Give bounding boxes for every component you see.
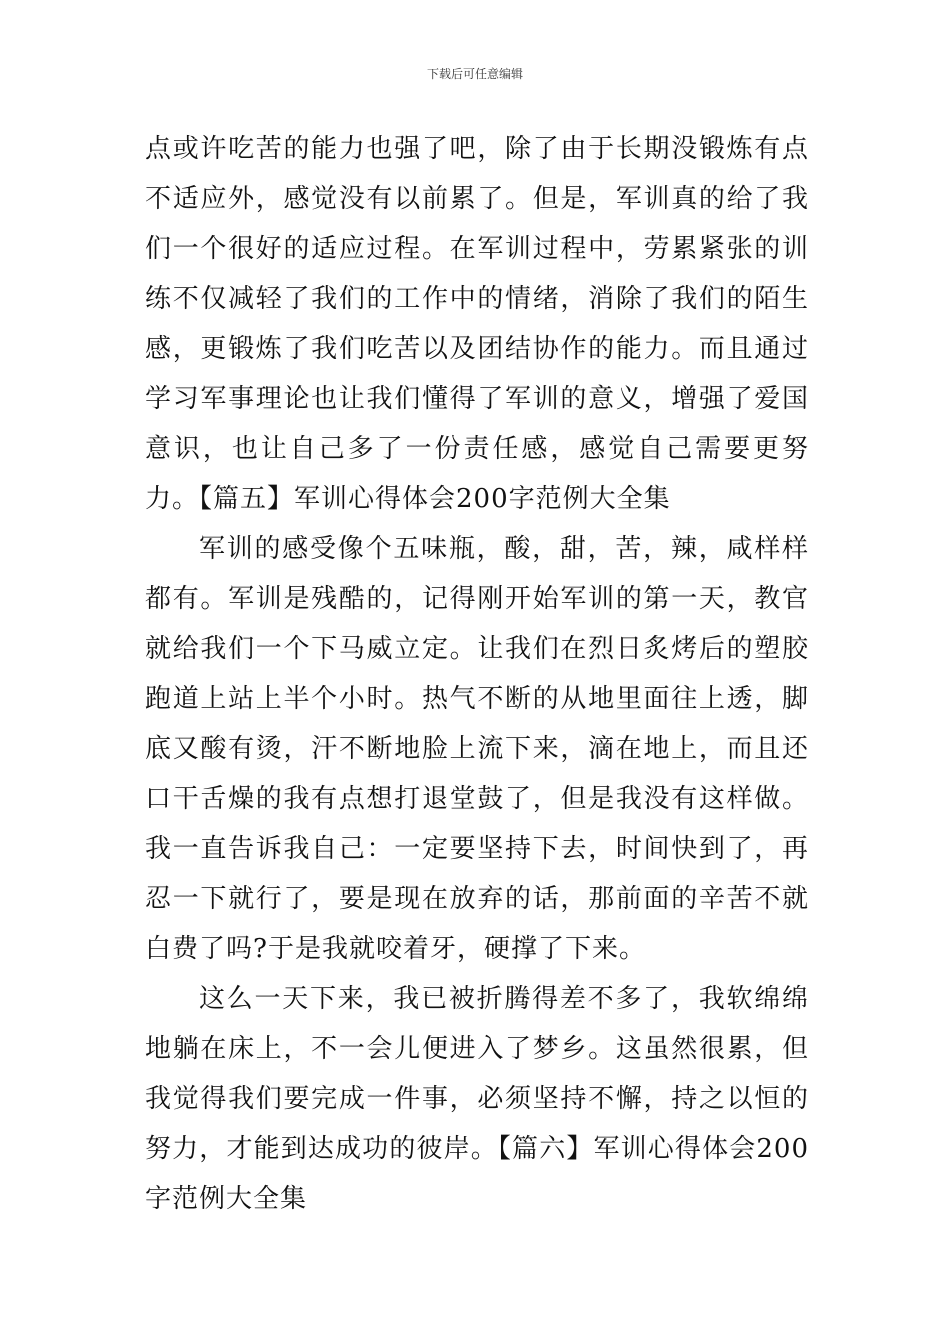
paragraph-3: 这么一天下来，我已被折腾得差不多了，我软绵绵地躺在床上，不一会儿便进入了梦乡。这虽然很累，但我觉得我们要完成一件事，必须坚持不懈，持之以恒的努力，才能到达成功的彼岸。【篇六】军训心得体会200字范例大全集 (145, 984, 809, 1214)
body-text (145, 124, 809, 1224)
paragraph-2: 军训的感受像个五味瓶，酸，甜，苦，辣，咸样样都有。军训是残酷的，记得刚开始军训的第一天，教官就给我们一个下马威立定。让我们在烈日炙烤后的塑胶跑道上站上半个小时。热气不断的从地里面往上透，脚底又酸有烫，汗不断地脸上流下来，滴在地上，而且还口干舌燥的我有点想打退堂鼓了，但是我没有这样做。我一直告诉我自己：一定要坚持下去，时间快到了，再忍一下就行了，要是现在放弃的话，那前面的辛苦不就白费了吗?于是我就咬着牙，硬撑了下来。 (145, 534, 809, 964)
header-note: 下载后可任意编辑 (426, 67, 523, 81)
paragraph-1: 点或许吃苦的能力也强了吧，除了由于长期没锻炼有点不适应外，感觉没有以前累了。但是，军训真的给了我们一个很好的适应过程。在军训过程中，劳累紧张的训练不仅减轻了我们的工作中的情绪，消除了我们的陌生感，更锻炼了我们吃苦以及团结协作的能力。而且通过学习军事理论也让我们懂得了军训的意义，增强了爱国意识，也让自己多了一份责任感，感觉自己需要更努力。【篇五】军训心得体会200字范例大全集 (145, 134, 809, 514)
